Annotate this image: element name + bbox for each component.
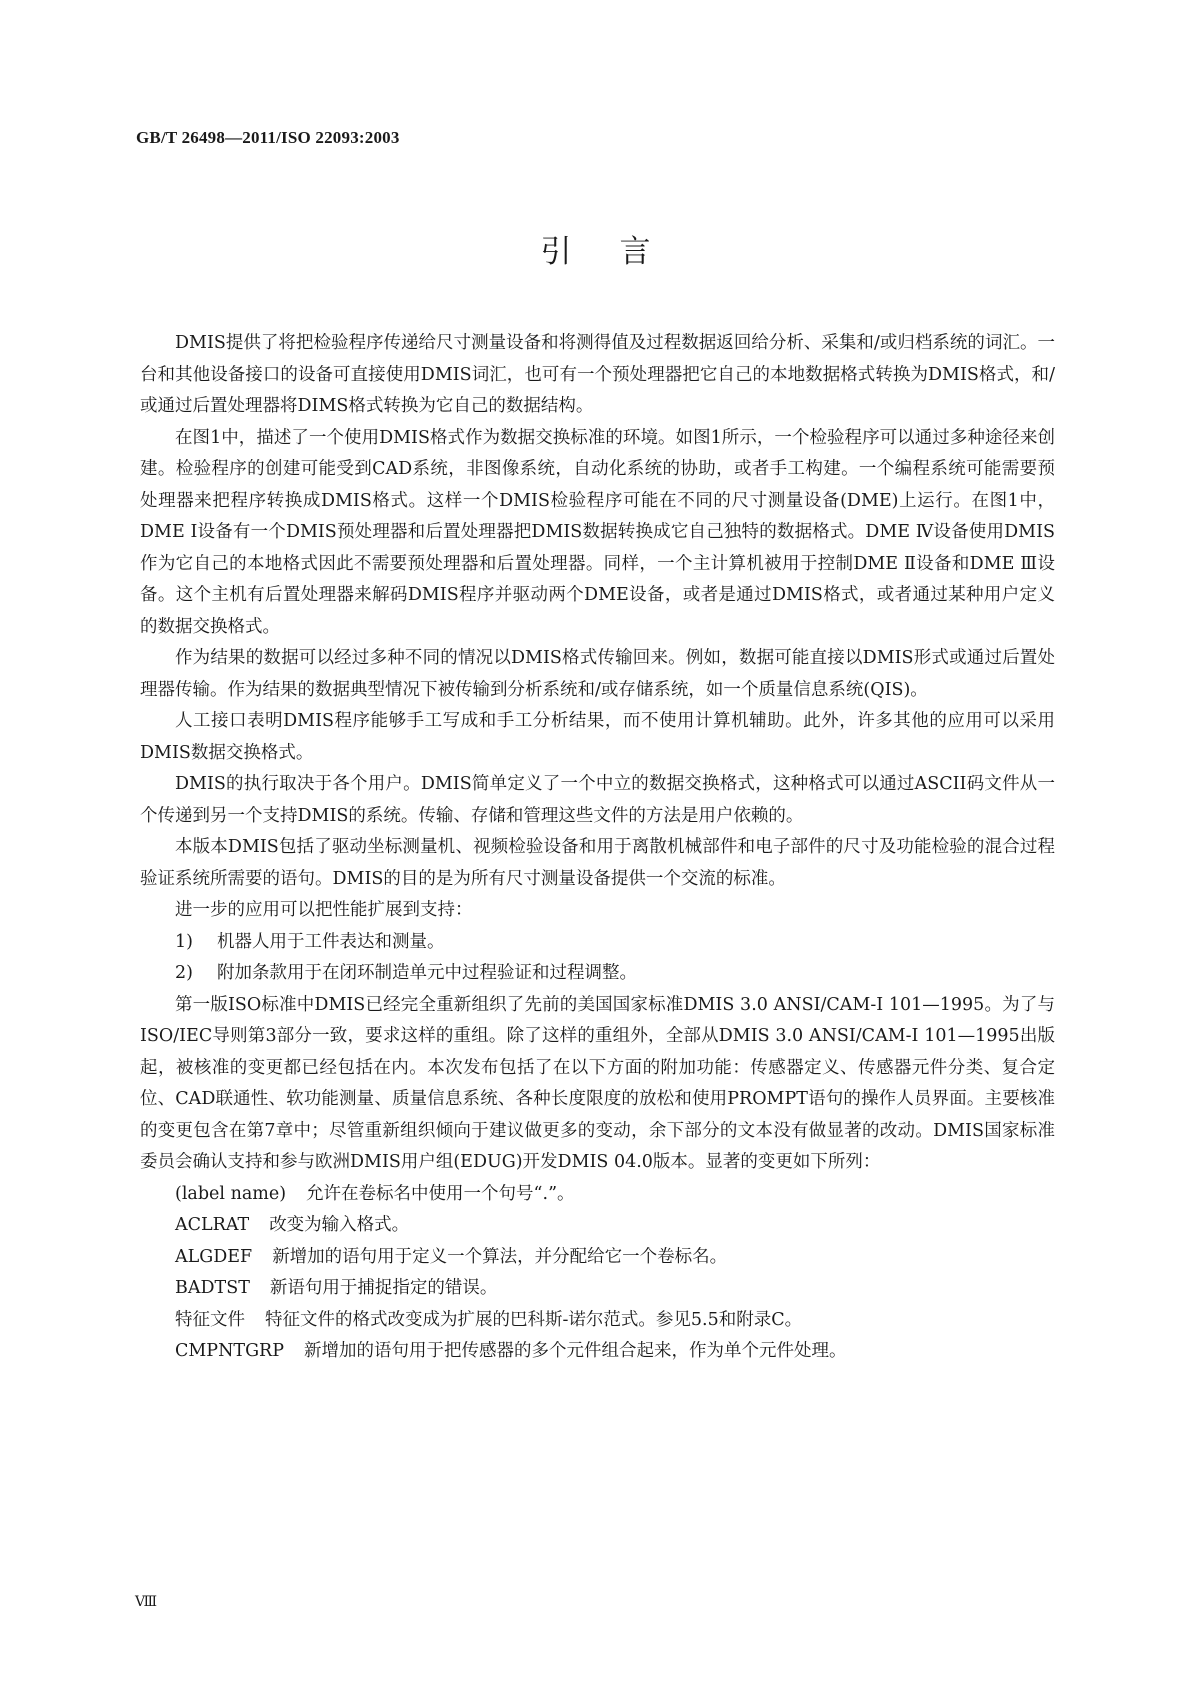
change-item [140,1210,1055,1242]
paragraph: 第一版ISO标准中DMIS已经完全重新组织了先前的美国国家标准DMIS 3.0 ANSI/CAM-I 101—1995。为了与ISO/IEC导则第3部分一致，要求这样的重组。除了这样的重组外，全部从DMIS 3.0 ANSI/CAM-I 101—1995出版起，被核准的变更都已经包括在内。本次发布包括了在以下方面的附加功能：传感器定义、传感器元件分类、复合定位、CAD联通性、软功能测量、质量信息系统、各种长度限度的放松和使用PROMPT语句的操作人员界面。主要核准的变更包含在第7章中；尽管重新组织倾向于建议做更多的变动，余下部分的文本没有做显著的改动。DMIS国家标准委员会确认支持和参与欧洲DMIS用户组(EDUG)开发DMIS 04.0版本。显著的变更如下所列： [140,994,1055,1172]
paragraph: 人工接口表明DMIS程序能够手工写成和手工分析结果，而不使用计算机辅助。此外，许多其他的应用可以采用DMIS数据交换格式。 [140,711,1055,763]
paragraph: 作为结果的数据可以经过多种不同的情况以DMIS格式传输回来。例如，数据可能直接以DMIS形式或通过后置处理器传输。作为结果的数据典型情况下被传输到分析系统和/或存储系统，如一个质量信息系统(QIS)。 [140,648,1055,700]
paragraph: 在图1中，描述了一个使用DMIS格式作为数据交换标准的环境。如图1所示，一个检验程序可以通过多种途径来创建。检验程序的创建可能受到CAD系统，非图像系统，自动化系统的协助，或者手工构建。一个编程系统可能需要预处理器来把程序转换成DMIS格式。这样一个DMIS检验程序可能在不同的尺寸测量设备(DME)上运行。在图1中，DME Ⅰ设备有一个DMIS预处理器和后置处理器把DMIS数据转换成它自己独特的数据格式。DME Ⅳ设备使用DMIS作为它自己的本地格式因此不需要预处理器和后置处理器。同样，一个主计算机被用于控制DME Ⅱ设备和DME Ⅲ设备。这个主机有后置处理器来解码DMIS程序并驱动两个DME设备，或者是通过DMIS格式，或者通过某种用户定义的数据交换格式。 [140,427,1055,637]
list-item [140,958,1055,990]
paragraph: 进一步的应用可以把性能扩展到支持： [175,900,473,920]
list-item [140,927,1055,959]
change-description: 改变为输入格式。 [269,1215,410,1235]
change-term: (label name) [175,1183,287,1204]
list-number: 2) [175,963,193,983]
paragraph: DMIS的执行取决于各个用户。DMIS简单定义了一个中立的数据交换格式，这种格式可以通过ASCII码文件从一个传递到另一个支持DMIS的系统。传输、存储和管理这些文件的方法是用户依赖的。 [140,774,1055,826]
body-text [140,328,1055,1368]
change-item [140,1336,1055,1368]
page-number: Ⅷ [135,1595,158,1610]
change-term: BADTST [175,1278,250,1298]
paragraph: 本版本DMIS包括了驱动坐标测量机、视频检验设备和用于离散机械部件和电子部件的尺寸及功能检验的混合过程验证系统所需要的语句。DMIS的目的是为所有尺寸测量设备提供一个交流的标准。 [140,837,1055,889]
change-description: 特征文件的格式改变成为扩展的巴科斯-诺尔范式。参见5.5和附录C。 [265,1309,803,1330]
change-description: 新增加的语句用于定义一个算法，并分配给它一个卷标名。 [272,1246,728,1267]
change-term: 特征文件 [175,1309,245,1330]
change-term: ALGDEF [175,1246,253,1267]
list-text: 附加条款用于在闭环制造单元中过程验证和过程调整。 [217,963,637,983]
paragraph: DMIS提供了将把检验程序传递给尺寸测量设备和将测得值及过程数据返回给分析、采集和/或归档系统的词汇。一台和其他设备接口的设备可直接使用DMIS词汇，也可有一个预处理器把它自己的本地数据格式转换为DMIS格式，和/或通过后置处理器将DIMS格式转换为它自己的数据结构。 [140,333,1055,416]
list-text: 机器人用于工件表达和测量。 [217,931,445,952]
standard-code-header: GB/T 26498—2011/ISO 22093:2003 [136,128,400,147]
section-title: 引言 [540,234,699,270]
change-item [140,1242,1055,1274]
change-description: 新增加的语句用于把传感器的多个元件组合起来，作为单个元件处理。 [304,1341,847,1361]
list-number: 1) [175,931,193,952]
change-term: CMPNTGRP [175,1341,284,1361]
change-term: ACLRAT [175,1215,250,1235]
change-item [140,1273,1055,1305]
change-description: 允许在卷标名中使用一个句号“.”。 [306,1183,575,1204]
change-item [140,1179,1055,1211]
change-description: 新语句用于捕捉指定的错误。 [269,1278,498,1298]
change-item [140,1305,1055,1337]
